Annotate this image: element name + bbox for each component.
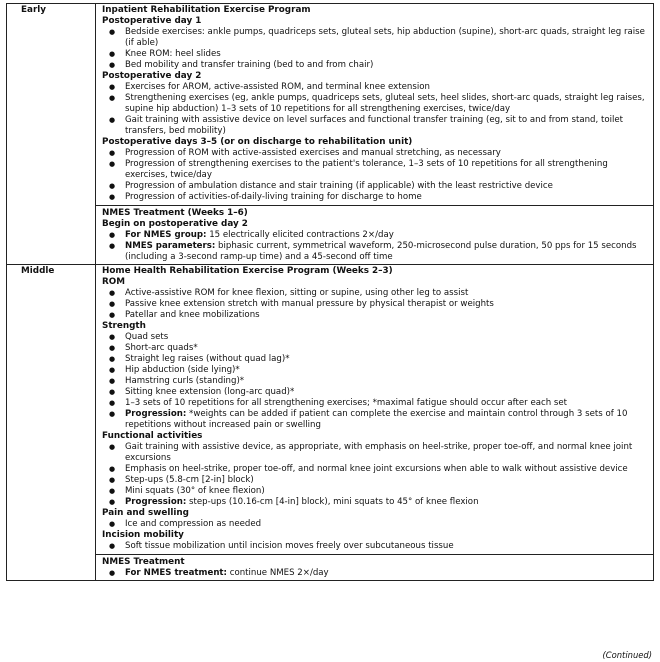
section-heading: Incision mobility: [102, 530, 184, 540]
item-lead: Progression:: [125, 409, 187, 419]
continued-note: (Continued): [602, 650, 652, 660]
nmes-title: NMES Treatment: [102, 557, 185, 567]
phase-label: Early: [7, 4, 96, 265]
item-lead: For NMES treatment:: [125, 568, 227, 578]
list-item: ● Active-assistive ROM for knee flexion, sitting or supine, using other leg to assist: [102, 288, 650, 299]
list-item: ● Soft tissue mobilization until incision moves freely over subcutaneous tissue: [102, 541, 650, 552]
item-lead: Progression:: [125, 497, 187, 507]
list-item: ● Strengthening exercises (eg, ankle pumps, quadriceps sets, gluteal sets, heel slides, short-arc quads, straight leg raises, supine hip abduction) 1–3 sets of 10 repetitions for all strengthening exercises, twice/day: [102, 93, 650, 115]
item-lead: NMES parameters:: [125, 241, 216, 251]
list-item: ● Bedside exercises: ankle pumps, quadriceps sets, gluteal sets, hip abduction (supine), short-arc quads, straight leg raise (if able): [102, 27, 650, 49]
table-row-early: [7, 4, 654, 265]
list-item: ● 1–3 sets of 10 repetitions for all strengthening exercises; *maximal fatigue should occur after each set: [102, 398, 650, 409]
bullet-list: [102, 288, 650, 321]
list-item: [102, 497, 650, 508]
list-item: [102, 409, 650, 431]
list-item: ● Hamstring curls (standing)*: [102, 376, 650, 387]
list-item: ● Quad sets: [102, 332, 650, 343]
list-item: ● Ice and compression as needed: [102, 519, 650, 530]
list-item: ● Progression of ambulation distance and stair training (if applicable) with the least restrictive device: [102, 181, 650, 192]
section-heading: Pain and swelling: [102, 508, 189, 518]
phase-label: Middle: [7, 265, 96, 581]
list-item: ● Sitting knee extension (long-arc quad)*: [102, 387, 650, 398]
list-item: ● Step-ups (5.8-cm [2-in] block): [102, 475, 650, 486]
section-heading: Postoperative days 3–5 (or on discharge to rehabilitation unit): [102, 137, 413, 147]
list-item: [102, 241, 650, 263]
nmes-subcell: [96, 205, 653, 263]
bullet-list: [102, 442, 650, 508]
bullet-list: [102, 27, 650, 71]
item-lead: For NMES group:: [125, 230, 207, 240]
program-title: Home Health Rehabilitation Exercise Program (Weeks 2–3): [102, 266, 393, 276]
list-item: ● Knee ROM: heel slides: [102, 49, 650, 60]
rehab-protocol-table: [6, 3, 654, 581]
bullet-list: [102, 541, 650, 552]
list-item: ● Progression of strengthening exercises to the patient's tolerance, 1–3 sets of 10 repetitions for all strengthening exercises, twice/day: [102, 159, 650, 181]
list-item: ● Short-arc quads*: [102, 343, 650, 354]
item-text: *weights can be added if patient can complete the exercise and maintain control through 3 sets of 10 repetitions without increased pain or swelling: [125, 409, 628, 430]
section-heading: ROM: [102, 277, 126, 287]
bullet-list: [102, 332, 650, 431]
item-text: step-ups (10.16-cm [4-in] block), mini squats to 45° of knee flexion: [189, 497, 479, 507]
list-item: ● Hip abduction (side lying)*: [102, 365, 650, 376]
list-item: ● Exercises for AROM, active-assisted ROM, and terminal knee extension: [102, 82, 650, 93]
section-heading: Functional activities: [102, 431, 203, 441]
section-heading: Postoperative day 1: [102, 16, 202, 26]
bullet-list: [102, 230, 650, 263]
item-text: biphasic current, symmetrical waveform, 250-microsecond pulse duration, 50 pps for 15 seconds (including a 3-second ramp-up time) and a 45-second off time: [125, 241, 637, 262]
item-text: 15 electrically elicited contractions 2×/day: [209, 230, 394, 240]
bullet-list: [102, 148, 650, 203]
list-item: ● Gait training with assistive device, as appropriate, with emphasis on heel-strike, proper toe-off, and normal knee joint excursions: [102, 442, 650, 464]
section-heading: Begin on postoperative day 2: [102, 219, 248, 229]
list-item: ● Emphasis on heel-strike, proper toe-off, and normal knee joint excursions when able to walk without assistive device: [102, 464, 650, 475]
list-item: ● Bed mobility and transfer training (bed to and from chair): [102, 60, 650, 71]
nmes-subcell: [96, 554, 653, 579]
list-item: ● Progression of ROM with active-assisted exercises and manual stretching, as necessary: [102, 148, 650, 159]
section-heading: Strength: [102, 321, 146, 331]
nmes-title: NMES Treatment (Weeks 1–6): [102, 208, 248, 218]
phase-content: [96, 4, 654, 265]
bullet-list: [102, 82, 650, 137]
section-heading: Postoperative day 2: [102, 71, 202, 81]
bullet-list: [102, 519, 650, 530]
phase-content: [96, 265, 654, 581]
item-text: continue NMES 2×/day: [229, 568, 329, 578]
bullet-list: [102, 568, 650, 579]
list-item: ● Mini squats (30° of knee flexion): [102, 486, 650, 497]
list-item: ● Straight leg raises (without quad lag)*: [102, 354, 650, 365]
list-item: ● Progression of activities-of-daily-living training for discharge to home: [102, 192, 650, 203]
list-item: ● Patellar and knee mobilizations: [102, 310, 650, 321]
list-item: ● Passive knee extension stretch with manual pressure by physical therapist or weights: [102, 299, 650, 310]
list-item: ● Gait training with assistive device on level surfaces and functional transfer training (eg, sit to and from stand, toilet transfers, bed mobility): [102, 115, 650, 137]
list-item: [102, 568, 650, 579]
program-title: Inpatient Rehabilitation Exercise Program: [102, 5, 311, 15]
table-row-middle: [7, 265, 654, 581]
list-item: [102, 230, 650, 241]
